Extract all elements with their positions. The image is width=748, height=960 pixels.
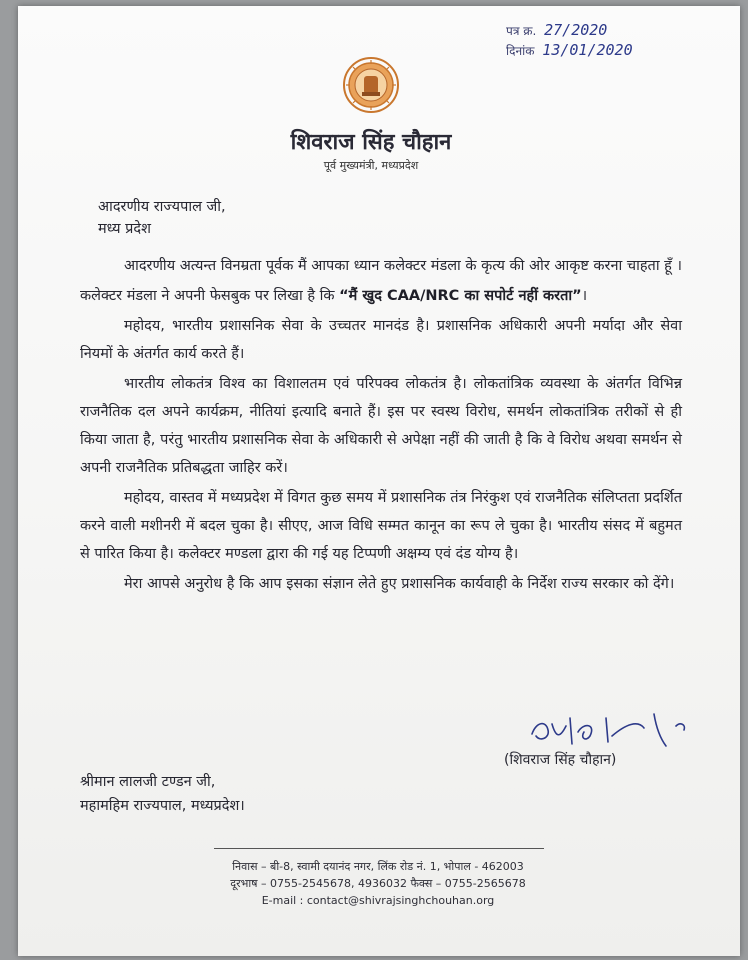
- paragraph-4: भारतीय लोकतंत्र विश्व का विशालतम एवं परिपक्व लोकतंत्र है। लोकतांत्रिक व्यवस्था के अंतर्गत विभिन्न राजनैतिक दल अपने कार्यक्रम, नीतियां इत्यादि बनाते हैं। इस पर स्वस्थ विरोध, समर्थन लोकतांत्रिक तरीकों से ही किया जाता है, परंतु भारतीय प्रशासनिक सेवा के अधिकारी से अपेक्षा नहीं की जाती है कि वे विरोध अथवा समर्थन से अपनी राजनैतिक प्रतिबद्धता जाहिर करें।: [80, 376, 682, 476]
- date-label: दिनांक: [506, 44, 535, 58]
- footer-phone: दूरभाष – 0755-2545678, 4936032 फैक्स – 0755-2565678: [230, 877, 526, 890]
- paragraph-5: महोदय, वास्तव में मध्यप्रदेश में विगत कुछ समय में प्रशासनिक तंत्र निरंकुश एवं राजनैतिक संलिप्तता प्रदर्शित करने वाली मशीनरी में बदल चुका है। सीएए, आज विधि सम्मत कानून का रूप ले चुका है। भारतीय संसद में बहुमत से पारित किया है। कलेक्टर मण्डला द्वारा की गई यह टिप्पणी अक्षम्य एवं दंड योग्य है।: [80, 490, 682, 562]
- paragraph-2-lead: कलेक्टर मंडला ने अपनी फेसबुक पर लिखा है कि: [80, 288, 335, 304]
- signer-name: (शिवराज सिंह चौहान): [504, 752, 617, 768]
- signature-icon: [526, 708, 696, 752]
- paragraph-2-end: ।: [581, 288, 588, 304]
- salutation: [98, 196, 226, 240]
- date-row: [506, 40, 706, 60]
- emblem-icon: [342, 56, 400, 114]
- paragraph-1: आदरणीय अत्यन्त विनम्रता पूर्वक मैं आपका ध्यान कलेक्टर मंडला के कृत्य की ओर आकृष्ट करना चाहता हूँ ।: [124, 258, 682, 274]
- paragraph-3: महोदय, भारतीय प्रशासनिक सेवा के उच्चतर मानदंड है। प्रशासनिक अधिकारी अपनी मर्यादा और सेवा नियमों के अंतर्गत कार्य करते हैं।: [80, 318, 682, 362]
- footer-email: E-mail : contact@shivrajsinghchouhan.org: [261, 894, 495, 907]
- reference-block: [506, 20, 706, 60]
- sender-designation: पूर्व मुख्यमंत्री, मध्यप्रदेश: [323, 159, 419, 172]
- salutation-line: आदरणीय राज्यपाल जी,: [98, 199, 226, 215]
- footer-divider: [214, 848, 544, 849]
- footer-address: निवास – बी-8, स्वामी दयानंद नगर, लिंक रोड नं. 1, भोपाल - 462003: [232, 860, 524, 873]
- salutation-place: मध्य प्रदेश: [98, 221, 151, 237]
- addressee-title: महामहिम राज्यपाल, मध्यप्रदेश।: [80, 798, 245, 814]
- reference-number: 27/2020: [544, 21, 608, 39]
- paragraph-2-quote: “मैं खुद CAA/NRC का सपोर्ट नहीं करता”: [339, 288, 582, 304]
- letterhead-footer: [168, 858, 588, 909]
- letter-page: [18, 6, 740, 956]
- date-value: 13/01/2020: [542, 41, 633, 59]
- paragraph-6: मेरा आपसे अनुरोध है कि आप इसका संज्ञान लेते हुए प्रशासनिक कार्यवाही के निर्देश राज्य सरकार को देंगे।: [124, 576, 675, 592]
- reference-label: पत्र क्र.: [506, 24, 537, 38]
- addressee: [80, 770, 245, 818]
- reference-number-row: [506, 20, 706, 40]
- sender-name: शिवराज सिंह चौहान: [290, 130, 452, 155]
- letter-body: [80, 252, 682, 600]
- addressee-name: श्रीमान लालजी टण्डन जी,: [80, 774, 216, 790]
- paragraph-2: [80, 282, 682, 310]
